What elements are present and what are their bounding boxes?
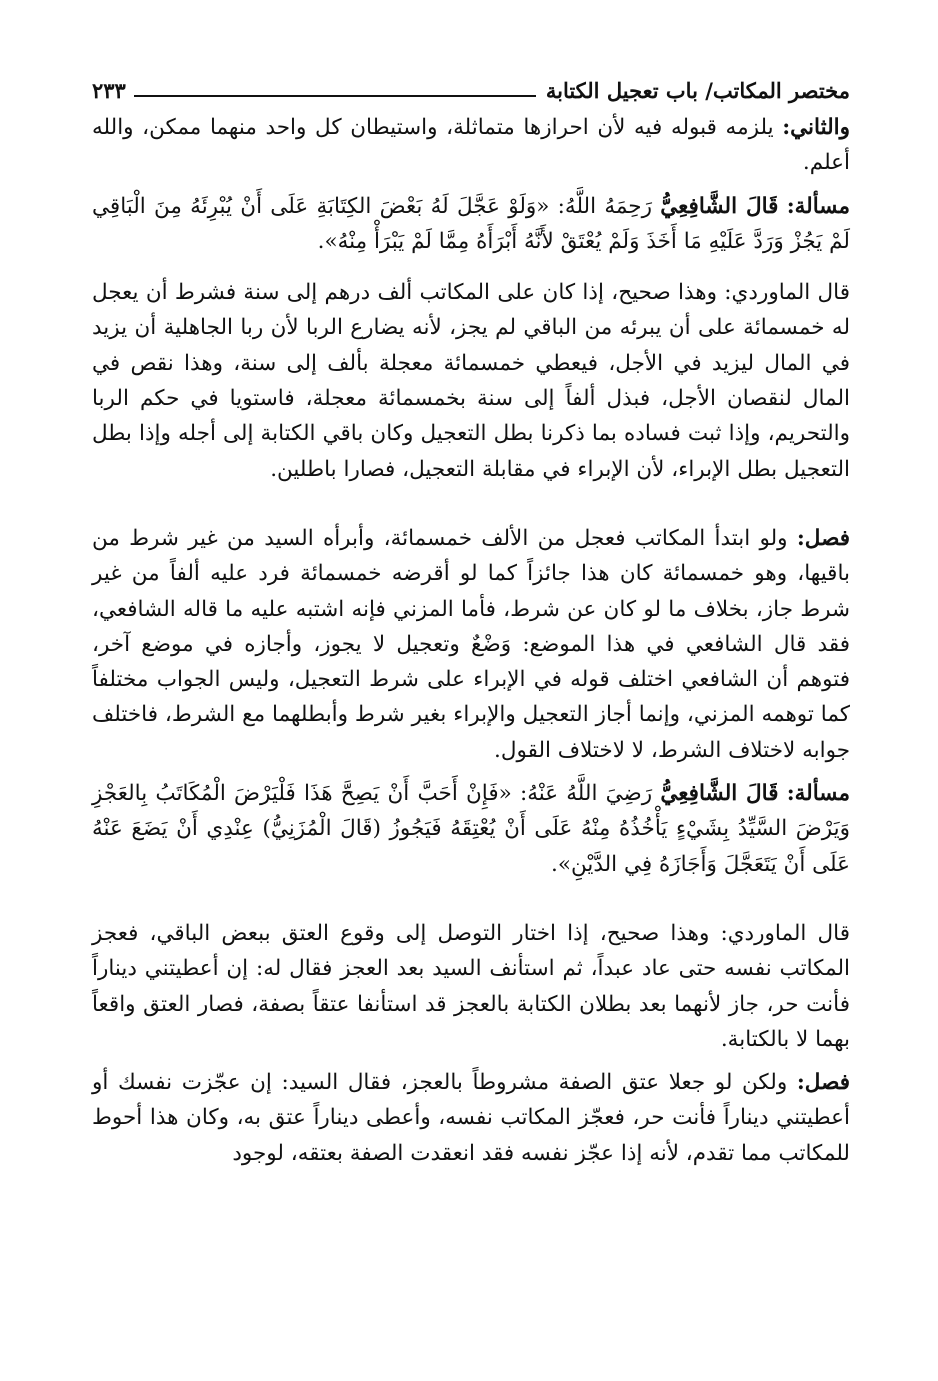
section-fasl-1 <box>92 521 850 768</box>
issue-speaker: قَالَ الشَّافِعِيُّ <box>660 781 779 807</box>
issue-label: مسألة: <box>786 193 850 219</box>
fasl-label: فصل: <box>796 525 850 551</box>
paragraph-text: ولكن لو جعلا عتق الصفة مشروطاً بالعجز، فقال السيد: إن عجّزت نفسك أو أعطيتني ديناراً فأنت حر، فعجّز المكاتب نفسه، وأعطى ديناراً عتق به، وكان هذا أحوط للمكاتب مما تقدم، لأنه إذا عجّز نفسه فقد انعقدت الصفة بعتقه، لوجود <box>92 1070 850 1166</box>
paragraph-text: ولو ابتدأ المكاتب فعجل من الألف خمسمائة، وأبرأه السيد من غير شرط من باقيها، وهو خمسمائة كان هذا جائزاً كما لو أقرضه خمسمائة فرد عليه ألفاً من غير شرط جاز، بخلاف ما لو كان عن شرط، فأما المزني فإنه اشتبه عليه ما قاله الشافعي، فقد قال الشافعي في هذا الموضع: وَضْعٌ وتعجيل لا يجوز، وأجازه في موضع آخر، فتوهم أن الشافعي اختلف قوله في الإبراء على شرط التعجيل، وليس الجواب مختلفاً كما توهمه المزني، وإنما أجاز التعجيل والإبراء بغير شرط وأبطلهما مع الشرط، فاختلف جوابه لاختلاف الشرط، لا لاختلاف القول. <box>92 525 850 763</box>
paragraph-text: قال الماوردي: وهذا صحيح، إذا كان على المكاتب ألف درهم إلى سنة فشرط أن يعجل له خمسمائة على أن يبرئه من الباقي لم يجز، لأنه يضارع الربا لأن ربا الجاهلية أن يزيد في المال ليزيد في الأجل، فيعطي خمسمائة معجلة بألف إلى سنة، وهذا نقص في المال لنقصان الأجل، فبذل ألفاً إلى سنة بخمسمائة معجلة، فاستويا في حكم الربا والتحريم، وإذا ثبت فساده بما ذكرنا بطل التعجيل وكان باقي الكتابة إلى أجله وإذا بطل التعجيل بطل الإبراء، لأن الإبراء في مقابلة التعجيل، فصارا باطلين. <box>92 280 850 482</box>
running-header <box>92 74 850 106</box>
header-rule <box>134 95 536 97</box>
paragraph-text: يلزمه قبوله فيه لأن احرازها متماثلة، واستيطان كل واحد منهما ممكن، والله أعلم. <box>92 115 850 176</box>
commentary-paragraph-2 <box>92 916 850 1057</box>
fasl-label: فصل: <box>796 1070 850 1096</box>
issue-text: رَضِيَ اللَّهُ عَنْهُ: «فَإِنْ أَحَبَّ أَنْ يَصِحَّ هَذَا فَلْيَرْضَ الْمُكَاتَبُ بِالعَجْزِ وَيَرْضَ السَّيِّدُ بِشَيْءٍ يَأْخُذُهُ مِنْهُ عَلَى أَنْ يُعْتِقَهُ فَيَجُوزُ (قَالَ الْمُزَنِيُّ) عِنْدِي أَنْ يَضَعَ عَنْهُ عَلَى أَنْ يَتَعَجَّلَ وَأَجَازَهُ فِي الدَّيْنِ». <box>92 781 850 877</box>
page-number: ٢٣٣ <box>92 78 126 103</box>
commentary-paragraph-1 <box>92 275 850 487</box>
paragraph-text: قال الماوردي: وهذا صحيح، إذا اختار التوصل إلى وقوع العتق ببعض الباقي، فعجز المكاتب نفسه حتى عاد عبداً، ثم استأنف السيد بعد العجز فقال له: إن أعطيتني ديناراً فأنت حر، جاز لأنهما بعد بطلان الكتابة بالعجز قد استأنفا عتقاً بصفة، فصار العتق واقعاً بهما لا بالكتابة. <box>92 920 850 1052</box>
issue-label: مسألة: <box>786 781 850 807</box>
issue-speaker: قَالَ الشَّافِعِيُّ <box>660 193 779 219</box>
issue-text: رَحِمَهُ اللَّهُ: «وَلَوْ عَجَّلَ لَهُ بَعْضَ الكِتَابَةِ عَلَى أَنْ يُبْرِئَهُ مِنَ الْبَاقِي لَمْ يَجُزْ وَرَدَّ عَلَيْهِ مَا أَخَذَ وَلَمْ يُعْتَقْ لأَنَّهُ أَبْرَأَهُ مِمَّا لَمْ يَبْرَأْ مِنْهُ». <box>92 193 850 254</box>
paragraph-label: والثاني: <box>782 115 850 140</box>
paragraph-second-opinion <box>92 110 850 181</box>
matn-issue-2 <box>92 776 850 882</box>
section-fasl-2 <box>92 1065 850 1171</box>
header-title: مختصر المكاتب/ باب تعجيل الكتابة <box>545 78 850 103</box>
matn-issue-1 <box>92 189 850 260</box>
